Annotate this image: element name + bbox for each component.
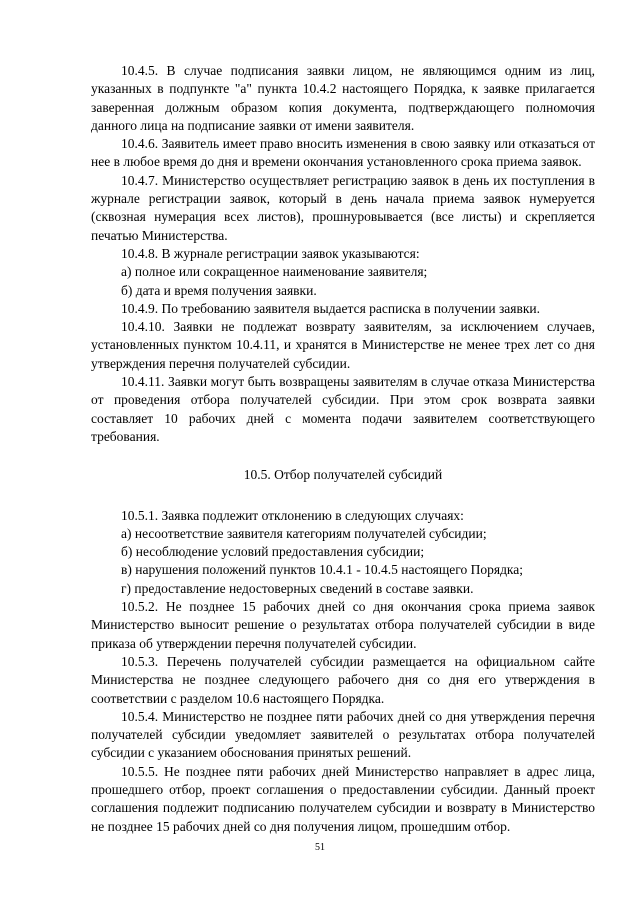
paragraph-10-4-8: 10.4.8. В журнале регистрации заявок указываются: <box>121 245 420 261</box>
list-item-b: б) дата и время получения заявки. <box>121 282 317 298</box>
list-item-a: а) полное или сокращенное наименование заявителя; <box>121 264 428 280</box>
document-body <box>91 62 595 836</box>
list-item-v: в) нарушения положений пунктов 10.4.1 - 10.4.5 настоящего Порядка; <box>121 562 524 578</box>
list-item-b: б) несоблюдение условий предоставления субсидии; <box>121 544 425 560</box>
paragraph-10-4-5: 10.4.5. В случае подписания заявки лицом, не являющимся одним из лиц, указанных в подпункте "а" пункта 10.4.2 настоящего Порядка, к заявке прилагается заверенная должным образом копия документа, подтверждающего полномочия данного лица на подписание заявки от имени заявителя. <box>91 63 595 133</box>
page-number: 51 <box>315 842 325 853</box>
paragraph-10-4-10: 10.4.10. Заявки не подлежат возврату заявителям, за исключением случаев, установленных пунктом 10.4.11, и хранятся в Министерстве не менее трех лет со дня утверждения перечня получателей субсидии. <box>91 319 595 371</box>
paragraph-10-4-9: 10.4.9. По требованию заявителя выдается расписка в получении заявки. <box>121 300 541 316</box>
section-heading: 10.5. Отбор получателей субсидий <box>243 467 443 483</box>
paragraph-10-4-6: 10.4.6. Заявитель имеет право вносить изменения в свою заявку или отказаться от нее в любое время до дня и времени окончания установленного срока приема заявок. <box>91 136 595 170</box>
list-item-a: а) несоответствие заявителя категориям получателей субсидии; <box>121 525 487 541</box>
paragraph-10-5-1: 10.5.1. Заявка подлежит отклонению в следующих случаях: <box>121 507 464 523</box>
paragraph-10-4-11: 10.4.11. Заявки могут быть возвращены заявителям в случае отказа Министерства от проведения отбора получателей субсидии. При этом срок возврата заявки составляет 10 рабочих дней с момента подачи заявителем соответствующего требования. <box>91 374 595 444</box>
paragraph-10-5-2: 10.5.2. Не позднее 15 рабочих дней со дня окончания срока приема заявок Министерство выносит решение о результатах отбора получателей субсидии в виде приказа об утверждении перечня получателей субсидии. <box>91 599 595 651</box>
list-item-g: г) предоставление недостоверных сведений в составе заявки. <box>121 580 474 596</box>
paragraph-10-5-4: 10.5.4. Министерство не позднее пяти рабочих дней со дня утверждения перечня получателей субсидии уведомляет заявителей о результатах отбора получателей субсидии с указанием обоснования принятых решений. <box>91 708 595 761</box>
paragraph-10-5-5: 10.5.5. Не позднее пяти рабочих дней Министерство направляет в адрес лица, прошедшего отбор, проект соглашения о предоставлении субсидии. Данный проект соглашения подлежит подписанию получателем субсидии и возврату в Министерство не позднее 15 рабочих дней со дня получения лицом, прошедшим отбор. <box>91 763 595 834</box>
paragraph-10-4-7: 10.4.7. Министерство осуществляет регистрацию заявок в день их поступления в журнале регистрации заявок, который в день начала приема заявок нумеруется (сквозная нумерация всех листов), прошнуровывается (все листы) и скрепляется печатью Министерства. <box>91 172 595 243</box>
paragraph-10-5-3: 10.5.3. Перечень получателей субсидии размещается на официальном сайте Министерства не позднее следующего рабочего дня со дня его утверждения в соответствии с разделом 10.6 настоящего Порядка. <box>91 653 595 706</box>
